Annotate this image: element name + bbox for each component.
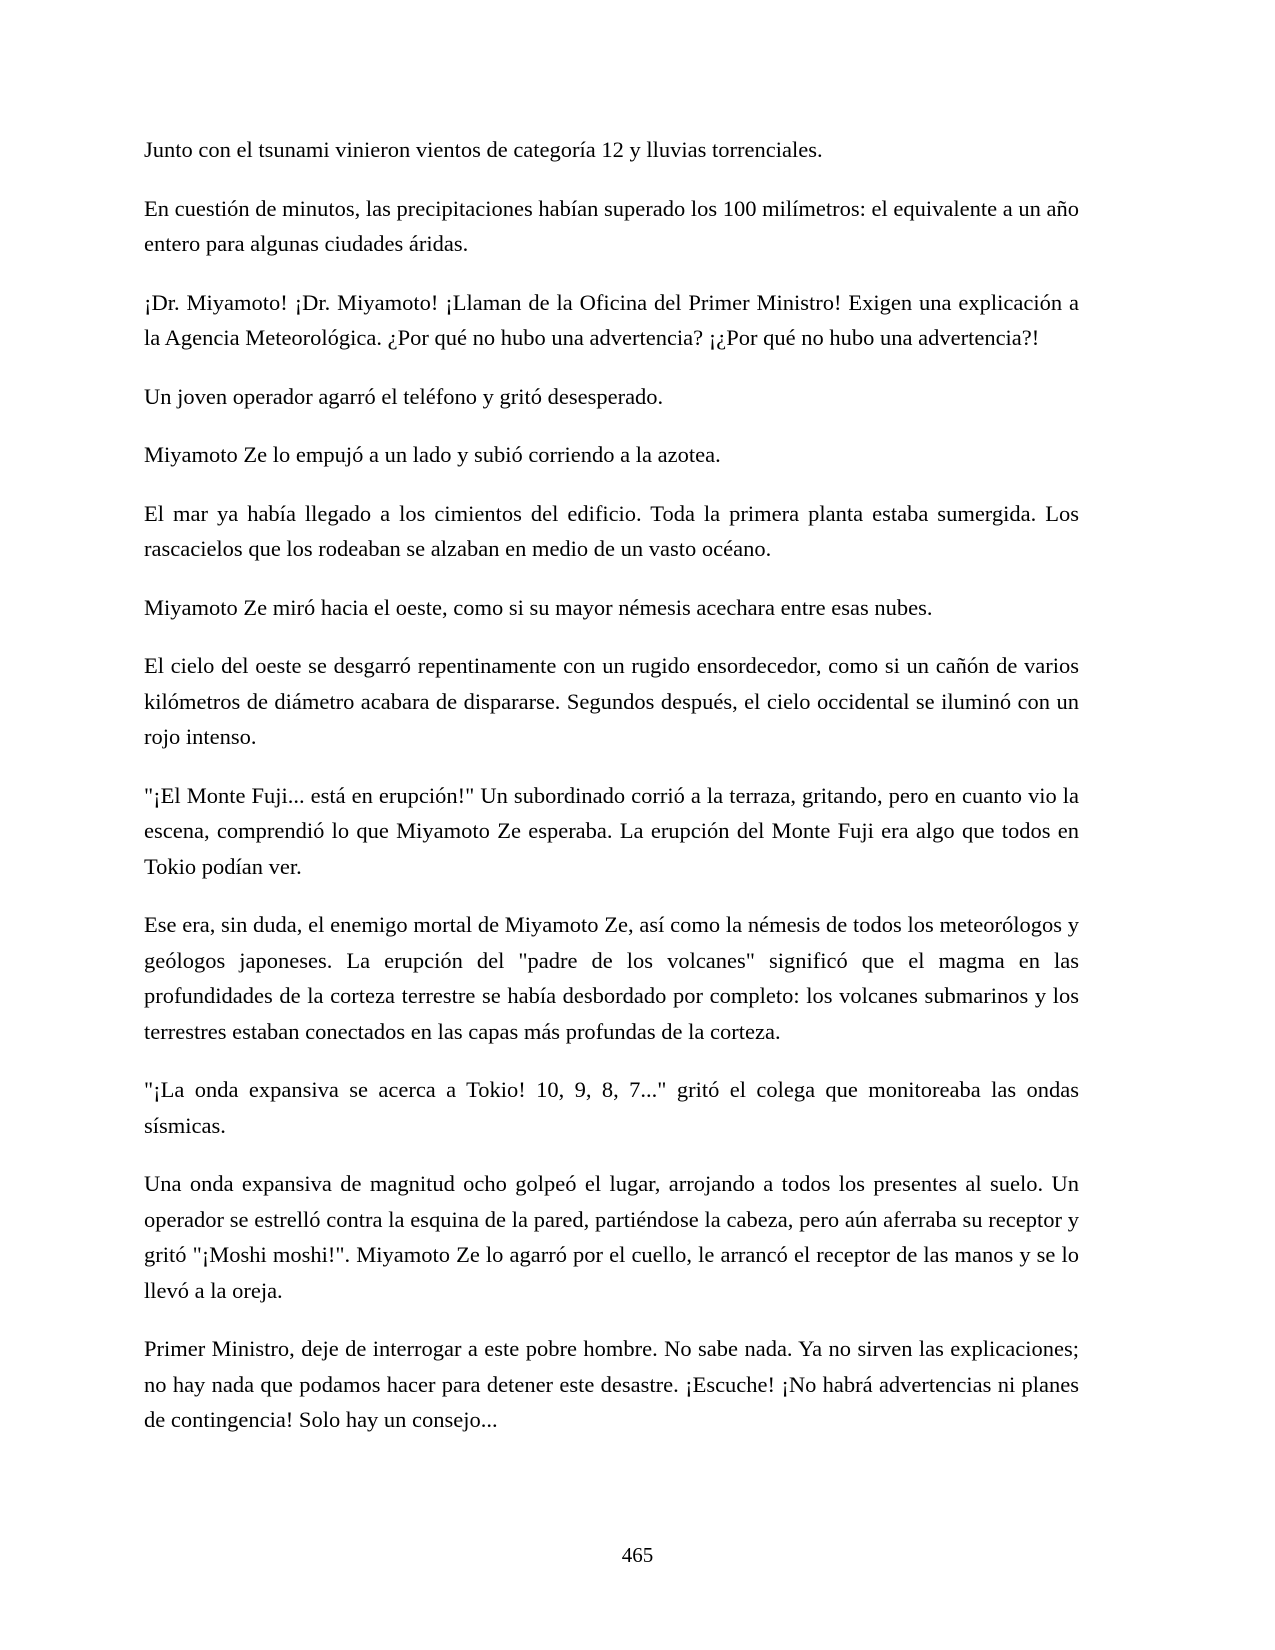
body-paragraph: Primer Ministro, deje de interrogar a este pobre hombre. No sabe nada. Ya no sirven las explicaciones; no hay nada que podamos hacer para detener este desastre. ¡Escuche! ¡No habrá advertencias ni planes de contingencia! Solo hay un consejo... (144, 1336, 1079, 1432)
body-paragraph: El cielo del oeste se desgarró repentinamente con un rugido ensordecedor, como si un cañón de varios kilómetros de diámetro acabara de dispararse. Segundos después, el cielo occidental se iluminó con un rojo intenso. (144, 653, 1079, 749)
page-number: 465 (621, 1543, 654, 1567)
body-paragraph: ¡Dr. Miyamoto! ¡Dr. Miyamoto! ¡Llaman de la Oficina del Primer Ministro! Exigen una explicación a la Agencia Meteorológica. ¿Por qué no hubo una advertencia? ¡¿Por qué no hubo una advertencia?! (144, 289, 1079, 350)
body-paragraph: El mar ya había llegado a los cimientos del edificio. Toda la primera planta estaba sumergida. Los rascacielos que los rodeaban se alzaban en medio de un vasto océano. (144, 500, 1079, 561)
body-paragraph: Miyamoto Ze miró hacia el oeste, como si su mayor némesis acechara entre esas nubes. (144, 594, 933, 620)
body-paragraph: Una onda expansiva de magnitud ocho golpeó el lugar, arrojando a todos los presentes al suelo. Un operador se estrelló contra la esquina de la pared, partiéndose la cabeza, pero aún aferraba su receptor y gritó "¡Moshi moshi!". Miyamoto Ze lo agarró por el cuello, le arrancó el receptor de las manos y se lo llevó a la oreja. (144, 1171, 1079, 1303)
body-text-column (144, 132, 1079, 1438)
body-paragraph: "¡El Monte Fuji... está en erupción!" Un subordinado corrió a la terraza, gritando, pero en cuanto vio la escena, comprendió lo que Miyamoto Ze esperaba. La erupción del Monte Fuji era algo que todos en Tokio podían ver. (144, 782, 1079, 879)
body-paragraph: Miyamoto Ze lo empujó a un lado y subió corriendo a la azotea. (144, 442, 721, 467)
body-paragraph: Junto con el tsunami vinieron vientos de categoría 12 y lluvias torrenciales. (144, 137, 823, 162)
body-paragraph: Un joven operador agarró el teléfono y gritó desesperado. (144, 383, 664, 409)
body-paragraph: Ese era, sin duda, el enemigo mortal de Miyamoto Ze, así como la némesis de todos los meteorólogos y geólogos japoneses. La erupción del "padre de los volcanes" significó que el magma en las profundidades de la corteza terrestre se había desbordado por completo: los volcanes submarinos y los terrestres estaban conectados en las capas más profundas de la corteza. (144, 912, 1079, 1044)
body-paragraph: En cuestión de minutos, las precipitaciones habían superado los 100 milímetros: el equivalente a un año entero para algunas ciudades áridas. (144, 195, 1079, 256)
body-paragraph: "¡La onda expansiva se acerca a Tokio! 10, 9, 8, 7..." gritó el colega que monitoreaba las ondas sísmicas. (144, 1077, 1079, 1138)
